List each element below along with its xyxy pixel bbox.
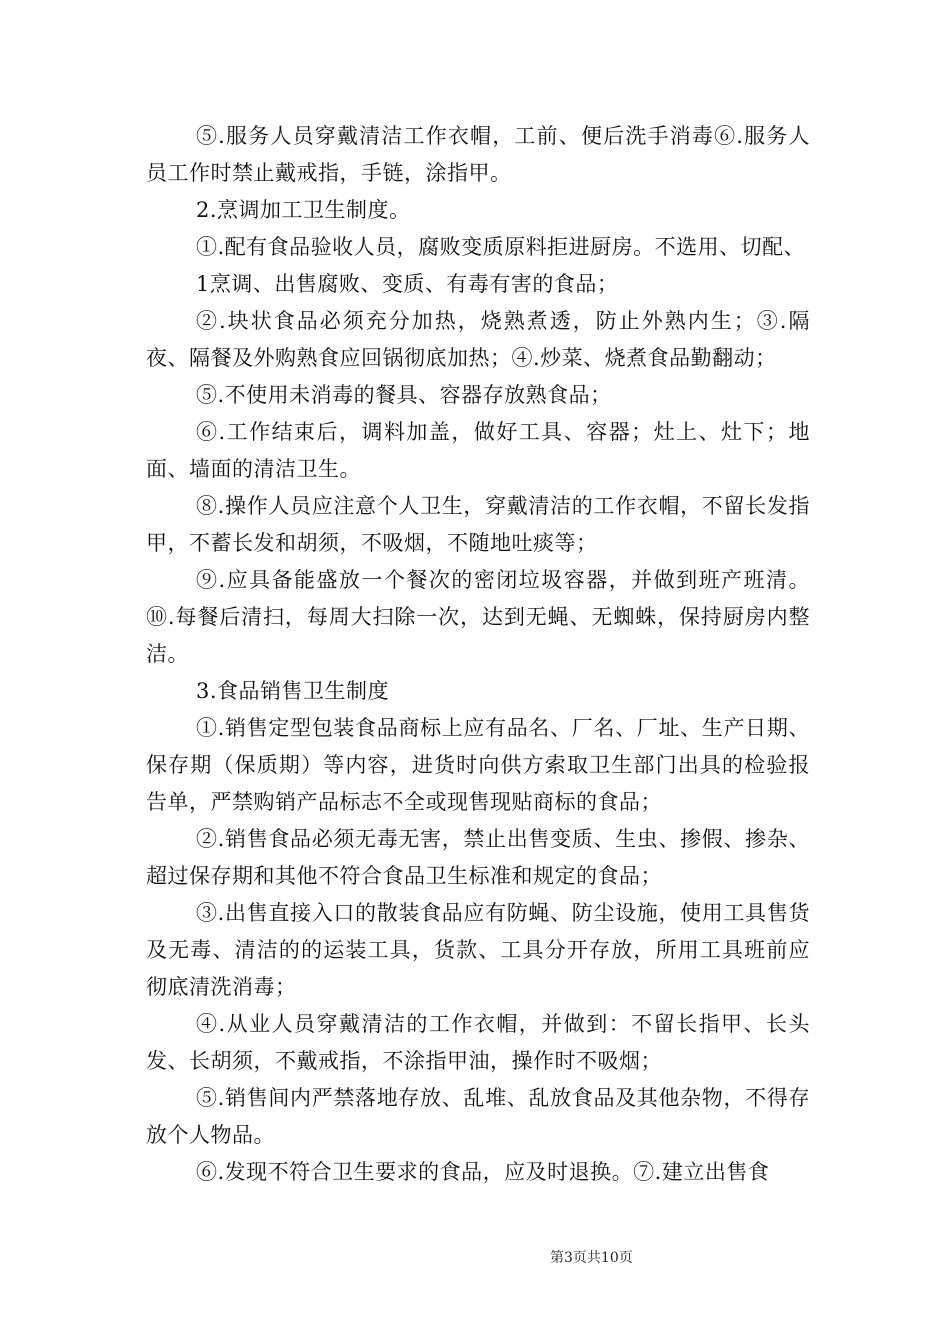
section-heading: 2.烹调加工卫生制度。 bbox=[196, 198, 411, 222]
paragraph: ⑧.操作人员应注意个人卫生，穿戴清洁的工作衣帽，不留长发指甲，不蓄长发和胡须，不吸烟，不随地吐痰等； bbox=[146, 494, 810, 555]
paragraph: ⑥.发现不符合卫生要求的食品，应及时退换。⑦.建立出售食 bbox=[196, 1160, 770, 1184]
paragraph: ④.从业人员穿戴清洁的工作衣帽，并做到：不留长指甲、长头发、长胡须，不戴戒指，不涂指甲油，操作时不吸烟； bbox=[146, 1012, 810, 1073]
paragraph: ⑨.应具备能盛放一个餐次的密闭垃圾容器，并做到班产班清。⑩.每餐后清扫，每周大扫除一次，达到无蝇、无蜘蛛，保持厨房内整洁。 bbox=[146, 568, 810, 666]
page-number: 第3页共10页 bbox=[550, 1250, 633, 1266]
paragraph: ⑤.销售间内严禁落地存放、乱堆、乱放食品及其他杂物，不得存放个人物品。 bbox=[146, 1086, 810, 1147]
paragraph: ①.销售定型包装食品商标上应有品名、厂名、厂址、生产日期、保存期（保质期）等内容，进货时向供方索取卫生部门出具的检验报告单，严禁购销产品标志不全或现售现贴商标的食品； bbox=[146, 716, 810, 814]
paragraph: ③.出售直接入口的散装食品应有防蝇、防尘设施，使用工具售货及无毒、清洁的的运装工具，货款、工具分开存放，所用工具班前应彻底清洗消毒； bbox=[146, 901, 810, 999]
paragraph: 1烹调、出售腐败、变质、有毒有害的食品； bbox=[196, 272, 619, 296]
paragraph: ⑥.工作结束后，调料加盖，做好工具、容器；灶上、灶下；地面、墙面的清洁卫生。 bbox=[146, 420, 810, 481]
paragraph: ②.块状食品必须充分加热，烧熟煮透，防止外熟内生；③.隔夜、隔餐及外购熟食应回锅彻底加热；④.炒菜、烧煮食品勤翻动； bbox=[146, 309, 810, 370]
paragraph: ②.销售食品必须无毒无害，禁止出售变质、生虫、掺假、掺杂、超过保存期和其他不符合食品卫生标准和规定的食品； bbox=[146, 827, 810, 888]
section-heading: 3.食品销售卫生制度 bbox=[196, 679, 390, 703]
paragraph: ①.配有食品验收人员，腐败变质原料拒进厨房。不选用、切配、 bbox=[196, 235, 806, 259]
paragraph: ⑤.不使用未消毒的餐具、容器存放熟食品； bbox=[196, 383, 612, 407]
document-body bbox=[146, 118, 810, 1191]
paragraph: ⑤.服务人员穿戴清洁工作衣帽，工前、便后洗手消毒⑥.服务人员工作时禁止戴戒指，手链，涂指甲。 bbox=[146, 124, 810, 185]
